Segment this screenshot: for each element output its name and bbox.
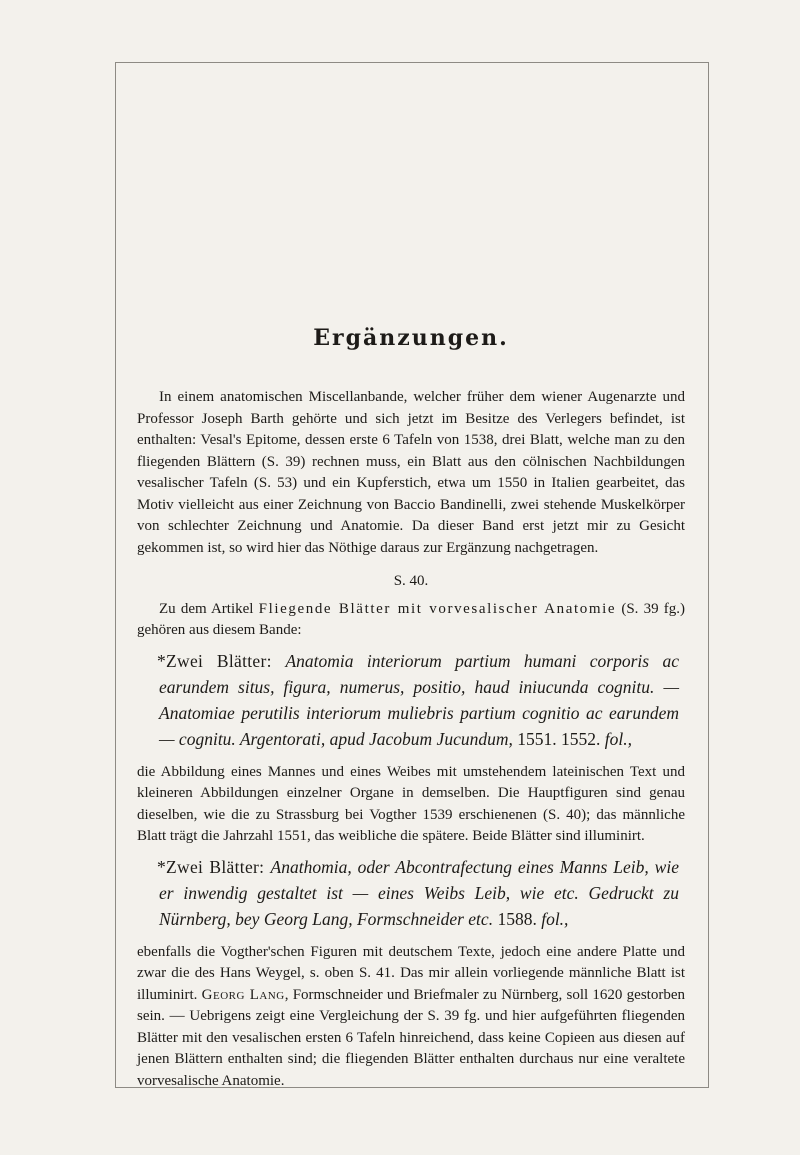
entry-2-italic: Anathomia, oder Abcontrafectung eines Manns Leib, wie er inwendig gestaltet ist — eines Weibs Leib, wie etc. Gedruckt zu Nürnberg, bey Georg Lang, Formschneider etc.	[159, 856, 679, 929]
section-intro-article: Fliegende Blätter mit vorvesalischer Anatomie	[258, 600, 617, 617]
entry-2-description	[137, 942, 685, 1093]
page-title: Ergänzungen.	[313, 325, 509, 351]
entry-1-format: fol.,	[604, 728, 632, 749]
entry-2-desc-part1: ebenfalls die Vogther'schen Figuren mit deutschem Texte, jedoch eine andere Platte und zwar die des Hans Weygel, s. oben S. 41. Das mir allein vorliegende männliche Blatt ist illuminirt.	[137, 943, 685, 1003]
entry-2-date: 1588.	[493, 908, 542, 929]
entry-1-title	[137, 648, 685, 752]
section-intro-post: (S. 39 fg.) gehören aus diesem Bande:	[137, 600, 685, 638]
entry-2-format: fol.,	[541, 908, 569, 929]
entry-1-description: die Abbildung eines Mannes und eines Weibes mit umstehendem lateinischen Text und kleineren Abbildungen einzelner Organe in demselben. Die Hauptfiguren sind genau dieselben, wie die zu Strassburg bei Vogther 1539 erschienenen (S. 40); das männliche Blatt trägt die Jahrzahl 1551, das weibliche die spätere. Beide Blätter sind illuminirt.	[137, 763, 685, 844]
entry-2-desc-part2: , Formschneider und Briefmaler zu Nürnberg, soll 1620 gestorben sein. — Uebrigens zeigt eine Vergleichung der S. 39 fg. und hier aufgeführten fliegenden Blätter mit den vesalischen ersten 6 Tafeln hinreichend, dass keine Copieen aus diesen auf jenen Blättern enthalten sind; die fliegenden Blätter enthalten durchaus nur eine veraltete vorvesalische Anatomie.	[137, 986, 685, 1089]
text-body	[137, 325, 685, 1092]
section-intro-pre: Zu dem Artikel	[159, 600, 259, 617]
entry-2-desc-name: Georg Lang	[201, 986, 285, 1003]
section-intro-paragraph	[137, 599, 685, 642]
entry-1-italic: Anatomia interiorum partium humani corporis ac earundem situs, figura, numerus, positio, haud iniucunda cognitu. — Anatomiae perutilis interiorum muliebris partium cognitio ac earundem — cognitu. Argentorati, apud Jacobum Jucundum,	[159, 650, 679, 749]
entry-2-title	[137, 854, 685, 932]
intro-paragraph: In einem anatomischen Miscellanbande, welcher früher dem wiener Augenarzte und Professor Joseph Barth gehörte und sich jetzt im Besitze des Verlegers befindet, ist enthalten: Vesal's Epitome, dessen erste 6 Tafeln von 1538, drei Blatt, welche man zu den fliegenden Blättern (S. 39) rechnen muss, ein Blatt aus den cölnischen Nachbildungen vesalischer Tafeln (S. 53) und ein Kupferstich, etwa um 1550 in Italien gearbeitet, das Motiv vielleicht aus einer Zeichnung von Baccio Bandinelli, zwei stehende Muskelkörper von schlechter Zeichnung und Anatomie. Da dieser Band erst jetzt mir zu Gesicht gekommen ist, so wird hier das Nöthige daraus zur Ergänzung nachgetragen.	[137, 389, 685, 556]
entry-2-lead: *Zwei Blätter:	[157, 856, 271, 877]
section-heading: S. 40.	[393, 573, 429, 589]
entry-1-date: 1551. 1552.	[512, 728, 605, 749]
entry-1-lead: *Zwei Blätter:	[157, 650, 286, 671]
